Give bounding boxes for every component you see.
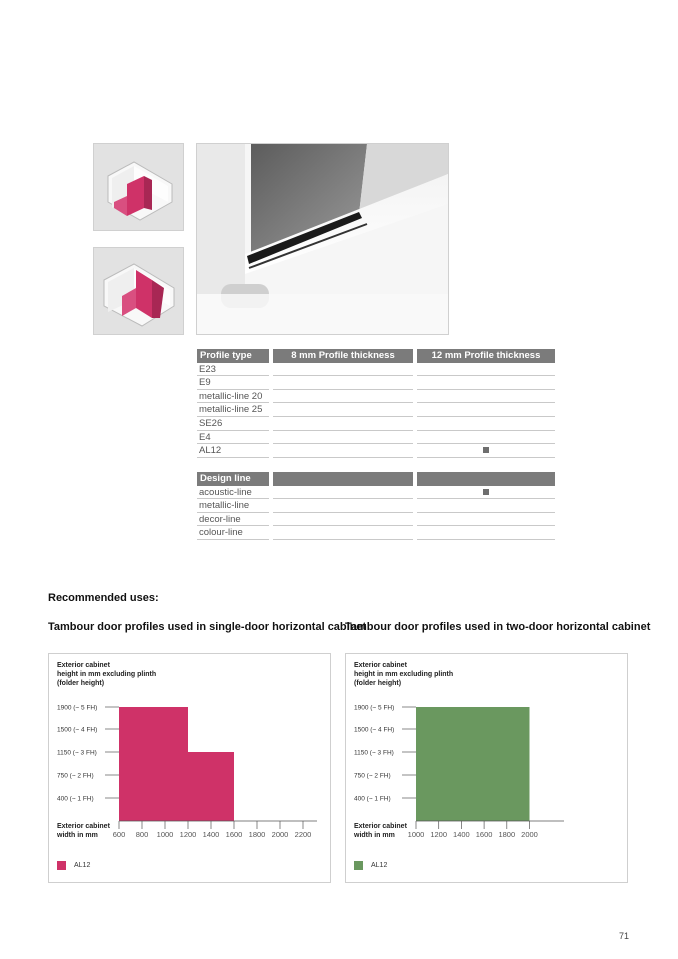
legend xyxy=(57,861,90,870)
cell-12mm xyxy=(417,444,555,458)
two-door-cabinet-icon xyxy=(93,247,184,335)
x-tick-label: 1000 xyxy=(156,830,174,839)
design-line-table xyxy=(197,472,555,540)
cell-8mm xyxy=(273,417,413,431)
row-label: decor-line xyxy=(197,513,269,527)
x-tick-label: 1800 xyxy=(498,830,516,839)
y-tick-label: 750 (~ 2 FH) xyxy=(354,772,391,780)
y-tick-label: 1900 (~ 5 FH) xyxy=(57,704,98,712)
header-8mm: 8 mm Profile thickness xyxy=(273,349,413,363)
row-label: colour-line xyxy=(197,526,269,540)
table-row xyxy=(197,431,555,445)
y-tick-label: 400 (~ 1 FH) xyxy=(57,795,94,803)
table-row xyxy=(197,390,555,404)
y-tick-label: 1500 (~ 4 FH) xyxy=(57,726,98,734)
x-tick-label: 1200 xyxy=(179,830,197,839)
y-tick-label: 1500 (~ 4 FH) xyxy=(354,726,395,734)
cell-8mm xyxy=(273,486,413,500)
x-axis-label-line-2: width in mm xyxy=(57,832,98,839)
table-row xyxy=(197,417,555,431)
row-label: AL12 xyxy=(197,444,269,458)
x-tick-label: 1200 xyxy=(430,830,448,839)
design-rows xyxy=(197,486,555,540)
two-door-chart-heading: Tambour door profiles used in two-door horizontal cabinet xyxy=(345,621,651,633)
table-row xyxy=(197,526,555,540)
cell-8mm xyxy=(273,499,413,513)
y-tick-label: 1150 (~ 3 FH) xyxy=(57,749,97,757)
cell-8mm xyxy=(273,431,413,445)
cell-12mm xyxy=(417,417,555,431)
cell-8mm xyxy=(273,376,413,390)
x-tick-label: 800 xyxy=(135,830,149,839)
header-design-line: Design line xyxy=(197,472,269,486)
cell-12mm xyxy=(417,403,555,417)
cell-8mm xyxy=(273,513,413,527)
recommended-uses-heading: Recommended uses: xyxy=(48,592,159,604)
x-axis-label xyxy=(57,822,110,840)
table-row xyxy=(197,403,555,417)
page-number: 71 xyxy=(619,931,630,941)
cell-12mm xyxy=(417,499,555,513)
y-tick-label: 1150 (~ 3 FH) xyxy=(354,749,394,757)
y-axis-label-line-2: height in mm excluding plinth xyxy=(354,671,454,678)
table-row xyxy=(197,363,555,377)
x-tick-label: 600 xyxy=(112,830,126,839)
cell-12mm xyxy=(417,431,555,445)
cell-12mm xyxy=(417,390,555,404)
single-door-chart xyxy=(48,653,331,883)
cell-8mm xyxy=(273,390,413,404)
legend xyxy=(354,861,387,870)
y-axis-label-line-3: (folder height) xyxy=(57,680,105,687)
x-axis-label-line-2: width in mm xyxy=(354,832,395,839)
tambour-door-profile-photo xyxy=(196,143,449,335)
two-door-chart xyxy=(345,653,628,883)
area-step xyxy=(416,707,530,821)
row-label: metallic-line 25 xyxy=(197,403,269,417)
x-tick-label: 2000 xyxy=(271,830,289,839)
table-row xyxy=(197,376,555,390)
legend-label: AL12 xyxy=(74,862,91,869)
header-12mm: 12 mm Profile thickness xyxy=(417,349,555,363)
x-axis-label-line-1: Exterior cabinet xyxy=(57,823,110,830)
x-tick-label: 1600 xyxy=(475,830,493,839)
x-tick-label: 1400 xyxy=(453,830,470,839)
x-tick-label: 1600 xyxy=(225,830,243,839)
availability-marker xyxy=(483,489,489,495)
y-axis-label-line-2: height in mm excluding plinth xyxy=(57,671,157,678)
x-tick-label: 1800 xyxy=(248,830,266,839)
x-axis-label xyxy=(354,822,407,840)
y-tick-label: 400 (~ 1 FH) xyxy=(354,795,391,803)
two-door-chart-plot xyxy=(346,654,627,882)
cell-12mm xyxy=(417,486,555,500)
table-header-row xyxy=(197,472,555,486)
availability-marker xyxy=(483,447,489,453)
single-door-chart-heading: Tambour door profiles used in single-door horizontal cabinet xyxy=(48,621,367,633)
legend-swatch xyxy=(354,861,363,870)
header-profile-type: Profile type xyxy=(197,349,269,363)
single-door-cabinet-icon xyxy=(93,143,184,231)
y-axis-label-line-1: Exterior cabinet xyxy=(57,662,110,669)
cell-8mm xyxy=(273,444,413,458)
header-blank-1 xyxy=(273,472,413,486)
y-axis-label-line-3: (folder height) xyxy=(354,680,402,687)
x-tick-label: 1000 xyxy=(407,830,425,839)
table-row xyxy=(197,513,555,527)
x-tick-label: 2000 xyxy=(521,830,538,839)
profile-rows xyxy=(197,363,555,458)
row-label: E23 xyxy=(197,363,269,377)
area-step xyxy=(188,752,234,821)
y-axis-label-line-1: Exterior cabinet xyxy=(354,662,407,669)
cell-12mm xyxy=(417,526,555,540)
legend-swatch xyxy=(57,861,66,870)
x-axis-label-line-1: Exterior cabinet xyxy=(354,823,407,830)
row-label: E4 xyxy=(197,431,269,445)
table-row xyxy=(197,444,555,458)
single-door-chart-plot xyxy=(49,654,330,882)
header-blank-2 xyxy=(417,472,555,486)
cell-8mm xyxy=(273,363,413,377)
x-tick-label: 2200 xyxy=(294,830,312,839)
row-label: metallic-line xyxy=(197,499,269,513)
x-tick-label: 1400 xyxy=(202,830,220,839)
table-row xyxy=(197,499,555,513)
table-row xyxy=(197,486,555,500)
y-tick-label: 750 (~ 2 FH) xyxy=(57,772,94,780)
cell-8mm xyxy=(273,526,413,540)
cell-12mm xyxy=(417,376,555,390)
row-label: E9 xyxy=(197,376,269,390)
table-header-row xyxy=(197,349,555,363)
cell-8mm xyxy=(273,403,413,417)
cell-12mm xyxy=(417,363,555,377)
legend-label: AL12 xyxy=(371,862,388,869)
row-label: SE26 xyxy=(197,417,269,431)
row-label: metallic-line 20 xyxy=(197,390,269,404)
y-tick-label: 1900 (~ 5 FH) xyxy=(354,704,395,712)
row-label: acoustic-line xyxy=(197,486,269,500)
profile-type-table xyxy=(197,349,555,458)
area-step xyxy=(119,707,188,821)
cell-12mm xyxy=(417,513,555,527)
